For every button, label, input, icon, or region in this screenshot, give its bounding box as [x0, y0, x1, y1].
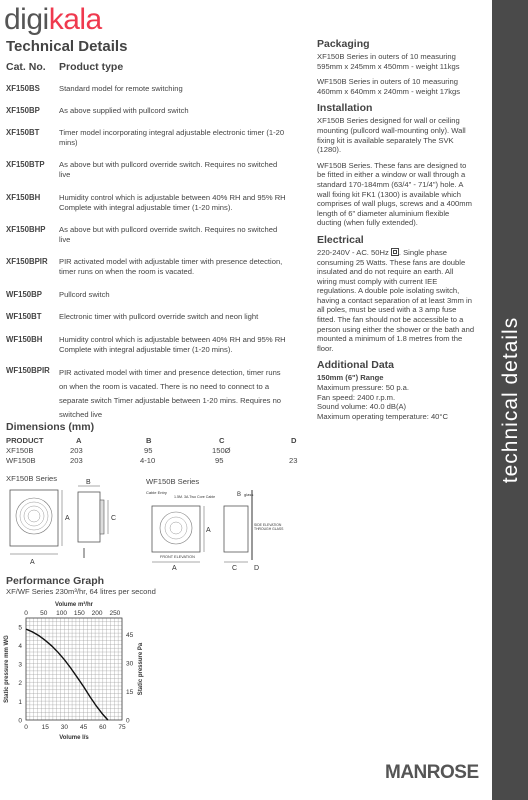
- side-elevation-label-2: THROUGH GLASS: [254, 527, 284, 531]
- installation-wf: WF150B Series. These fans are designed to be fitted in either a window or wall through a standard 170-184mm (63/4" - 71/4") hole. A wall fixing kit FK1 (1300) is available which comprises of wall plugs, screws and a 400mm length of 6" diameter aluminium flexible ducting (when fully extended).: [317, 160, 472, 228]
- cat-code: XF150BP: [6, 106, 40, 115]
- logo-part-2: kala: [48, 3, 102, 36]
- cat-desc: Standard model for remote switching: [59, 84, 183, 93]
- cat-code: XF150BPIR: [6, 257, 48, 266]
- y-left-tick-label: 3: [18, 661, 22, 669]
- cat-code: XF150BS: [6, 84, 40, 93]
- xf-side-spigot: [100, 500, 104, 534]
- manrose-logo: MANROSE: [385, 762, 479, 783]
- digikala-logo: [4, 2, 102, 38]
- cat-code: XF150BHP: [6, 225, 46, 234]
- cat-desc: As above but with pullcord override switch. Requires no switched live: [59, 160, 278, 180]
- x-bottom-tick-label: 0: [24, 724, 28, 731]
- cat-desc: Electronic timer with pullcord override switch and neon light: [59, 312, 259, 321]
- dim-header: B: [146, 436, 152, 445]
- cat-desc: As above but with pullcord override switch. Requires no switched live: [59, 225, 278, 245]
- x-top-axis-label: Volume m³/hr: [55, 602, 93, 608]
- wf-side-body: [224, 506, 248, 552]
- dimensions-heading: Dimensions (mm): [6, 421, 95, 433]
- y-left-tick-label: 2: [18, 680, 22, 688]
- electrical-section: [317, 234, 475, 354]
- col-header-product-type: Product type: [59, 61, 124, 73]
- xf-side-body: [78, 492, 100, 542]
- cat-code: XF150BTP: [6, 160, 45, 169]
- dim-cell: XF150B: [6, 446, 34, 455]
- additional-section: [317, 359, 475, 421]
- wf-series-label: WF150B Series: [146, 477, 200, 486]
- xf-front-body: [10, 490, 58, 546]
- additional-temp: Maximum operating temperature: 40°C: [317, 411, 448, 421]
- wf-front-body: [152, 506, 200, 552]
- dim-cell: 4-10: [140, 456, 156, 465]
- dim-cell: WF150B: [6, 456, 36, 465]
- x-top-tick-label: 50: [40, 610, 48, 617]
- x-top-tick-label: 0: [24, 610, 28, 617]
- installation-section: [317, 102, 475, 228]
- cable-entry-label: Cable Entry: [146, 490, 167, 495]
- electrical-details: . Single phase consuming 25 Watts. These fans are double insulated and do not require an earth. All wiring must comply with current IEE regulations. A double pole isolating switch, having a contact separation of at least 3mm in all poles, must be used with a 3 amp fuse fitted. The fan should not be accessible to a person using either the shower or the bath and mounted a minimum of 1.8 metres from the floor.: [317, 247, 475, 353]
- logo-part-1: digi: [4, 3, 49, 36]
- electrical-heading: Electrical: [317, 233, 364, 246]
- installation-xf: XF150B Series designed for wall or ceiling mounting (pullcord wall-mounting only). Wall fixing kit is available separately The SVK (1280).: [317, 116, 466, 155]
- installation-heading: Installation: [317, 102, 373, 115]
- performance-subtitle: XF/WF Series 230m³/hr, 64 litres per second: [6, 587, 156, 596]
- x-bottom-tick-label: 15: [41, 724, 49, 731]
- wf-dim-label-a-bottom: A: [172, 565, 177, 572]
- cat-code: WF150BP: [6, 290, 42, 299]
- dimensions-row: [6, 456, 306, 466]
- x-top-tick-label: 150: [73, 610, 85, 617]
- performance-chart: [0, 594, 160, 744]
- cat-code: XF150BT: [6, 128, 40, 137]
- additional-heading: Additional Data: [317, 359, 395, 372]
- side-heading: [496, 270, 526, 530]
- dim-header: D: [291, 436, 297, 445]
- y-left-tick-label: 0: [18, 717, 22, 725]
- dim-cell: 150Ø: [212, 446, 231, 455]
- cat-desc: PIR activated model with adjustable timer with presence detection, timer runs on when the room is vacated.: [59, 257, 283, 277]
- x-top-tick-label: 100: [56, 610, 67, 617]
- dim-header: C: [219, 436, 225, 445]
- double-insulated-icon: [391, 248, 399, 256]
- cat-desc: Pullcord switch: [59, 290, 110, 299]
- wf-dim-label-c: C: [232, 565, 238, 572]
- y-left-tick-label: 1: [18, 698, 22, 706]
- chart-frame: [26, 618, 122, 720]
- dim-label-a-bottom: A: [30, 559, 35, 566]
- packaging-wf: WF150B Series in outers of 10 measuring 460mm x 640mm x 240mm - weight 17kgs: [317, 77, 461, 96]
- wf-dimension-drawing: [140, 484, 284, 572]
- y-right-axis-label: Static pressure Pa: [138, 642, 144, 696]
- front-elevation-label: FRONT ELEVATION: [160, 555, 195, 559]
- cat-code: WF150BH: [6, 335, 43, 344]
- x-bottom-tick-label: 60: [99, 724, 107, 731]
- electrical-supply: 220-240V - AC. 50Hz: [317, 247, 389, 257]
- col-header-cat-no: Cat. No.: [6, 61, 46, 73]
- y-left-axis-label: Static pressure mm WG: [4, 635, 10, 703]
- side-heading-text: technical details: [499, 316, 522, 484]
- additional-speed: Fan speed: 2400 r.p.m.: [317, 392, 396, 402]
- wf-dim-label-a: A: [206, 527, 211, 534]
- dim-header: A: [76, 436, 82, 445]
- y-right-tick-label: 15: [126, 688, 134, 696]
- xf-dimension-drawing: [0, 480, 130, 572]
- x-top-tick-label: 250: [109, 610, 121, 617]
- side-elevation-label-1: SIDE ELEVATION: [254, 523, 282, 527]
- cat-desc: Humidity control which is adjustable between 40% RH and 95% RH Complete with integral adjustable timer (1-20 mins).: [59, 335, 286, 355]
- x-top-tick-label: 200: [91, 610, 103, 617]
- dim-cell: 203: [70, 446, 83, 455]
- y-right-tick-label: 0: [126, 717, 130, 725]
- right-column: [317, 38, 475, 427]
- performance-heading: Performance Graph: [6, 575, 105, 587]
- cat-desc: As above supplied with pullcord switch: [59, 106, 189, 115]
- cat-desc: Humidity control which is adjustable between 40% RH and 95% RH Complete with integral adjustable timer (1-20 mins).: [59, 193, 286, 213]
- dim-label-b: B: [86, 479, 91, 486]
- dim-cell: 95: [144, 446, 153, 455]
- wf-dim-label-b: B: [237, 492, 242, 498]
- cat-code: XF150BH: [6, 193, 41, 202]
- dim-label-a: A: [65, 515, 70, 522]
- packaging-xf: XF150B Series in outers of 10 measuring 595mm x 245mm x 450mm - weight 11kgs: [317, 52, 460, 71]
- x-bottom-tick-label: 75: [118, 724, 126, 731]
- additional-sound: Sound volume: 40.0 dB(A): [317, 402, 407, 412]
- packaging-heading: Packaging: [317, 38, 370, 50]
- y-left-tick-label: 5: [18, 624, 22, 632]
- y-left-tick-label: 4: [18, 643, 22, 651]
- xf-series-label: XF150B Series: [6, 474, 58, 483]
- x-bottom-tick-label: 30: [60, 724, 69, 731]
- wf-dim-label-d: D: [254, 565, 260, 572]
- chart-grid: [26, 618, 122, 720]
- y-right-tick-label: 45: [126, 632, 134, 640]
- cat-code: WF150BT: [6, 312, 42, 321]
- dim-cell: 23: [289, 456, 298, 465]
- cable-spec-label: 1.5M. 3A.Two Core Cable: [174, 495, 216, 499]
- glass-label: glass: [244, 492, 254, 497]
- page-title: Technical Details: [6, 38, 128, 55]
- x-bottom-tick-label: 45: [79, 724, 88, 731]
- cat-desc: Timer model incorporating integral adjustable electronic timer (1-20 mins): [59, 128, 285, 148]
- dim-cell: 95: [215, 456, 224, 465]
- cat-code: WF150BPIR: [6, 366, 50, 375]
- dimensions-row: [6, 446, 306, 456]
- electrical-text: [317, 248, 475, 354]
- packaging-section: [317, 38, 475, 96]
- dim-label-c: C: [111, 515, 117, 522]
- additional-range: 150mm (6") Range: [317, 373, 384, 383]
- dim-cell: 203: [70, 456, 83, 465]
- additional-pressure: Maximum pressure: 50 p.a.: [317, 383, 410, 393]
- x-bottom-axis-label: Volume l/s: [59, 735, 89, 741]
- dimensions-header-row: [6, 436, 306, 446]
- dim-header: PRODUCT: [6, 436, 44, 445]
- y-right-tick-label: 30: [126, 660, 134, 668]
- cat-desc: PIR activated model with timer and presence detection, timer runs on when the room is vacated. There is no need to connect to a separate switch Timer adjustable between 1-20 mins. Requires no switched live: [59, 368, 282, 419]
- dimensions-table: [6, 436, 306, 466]
